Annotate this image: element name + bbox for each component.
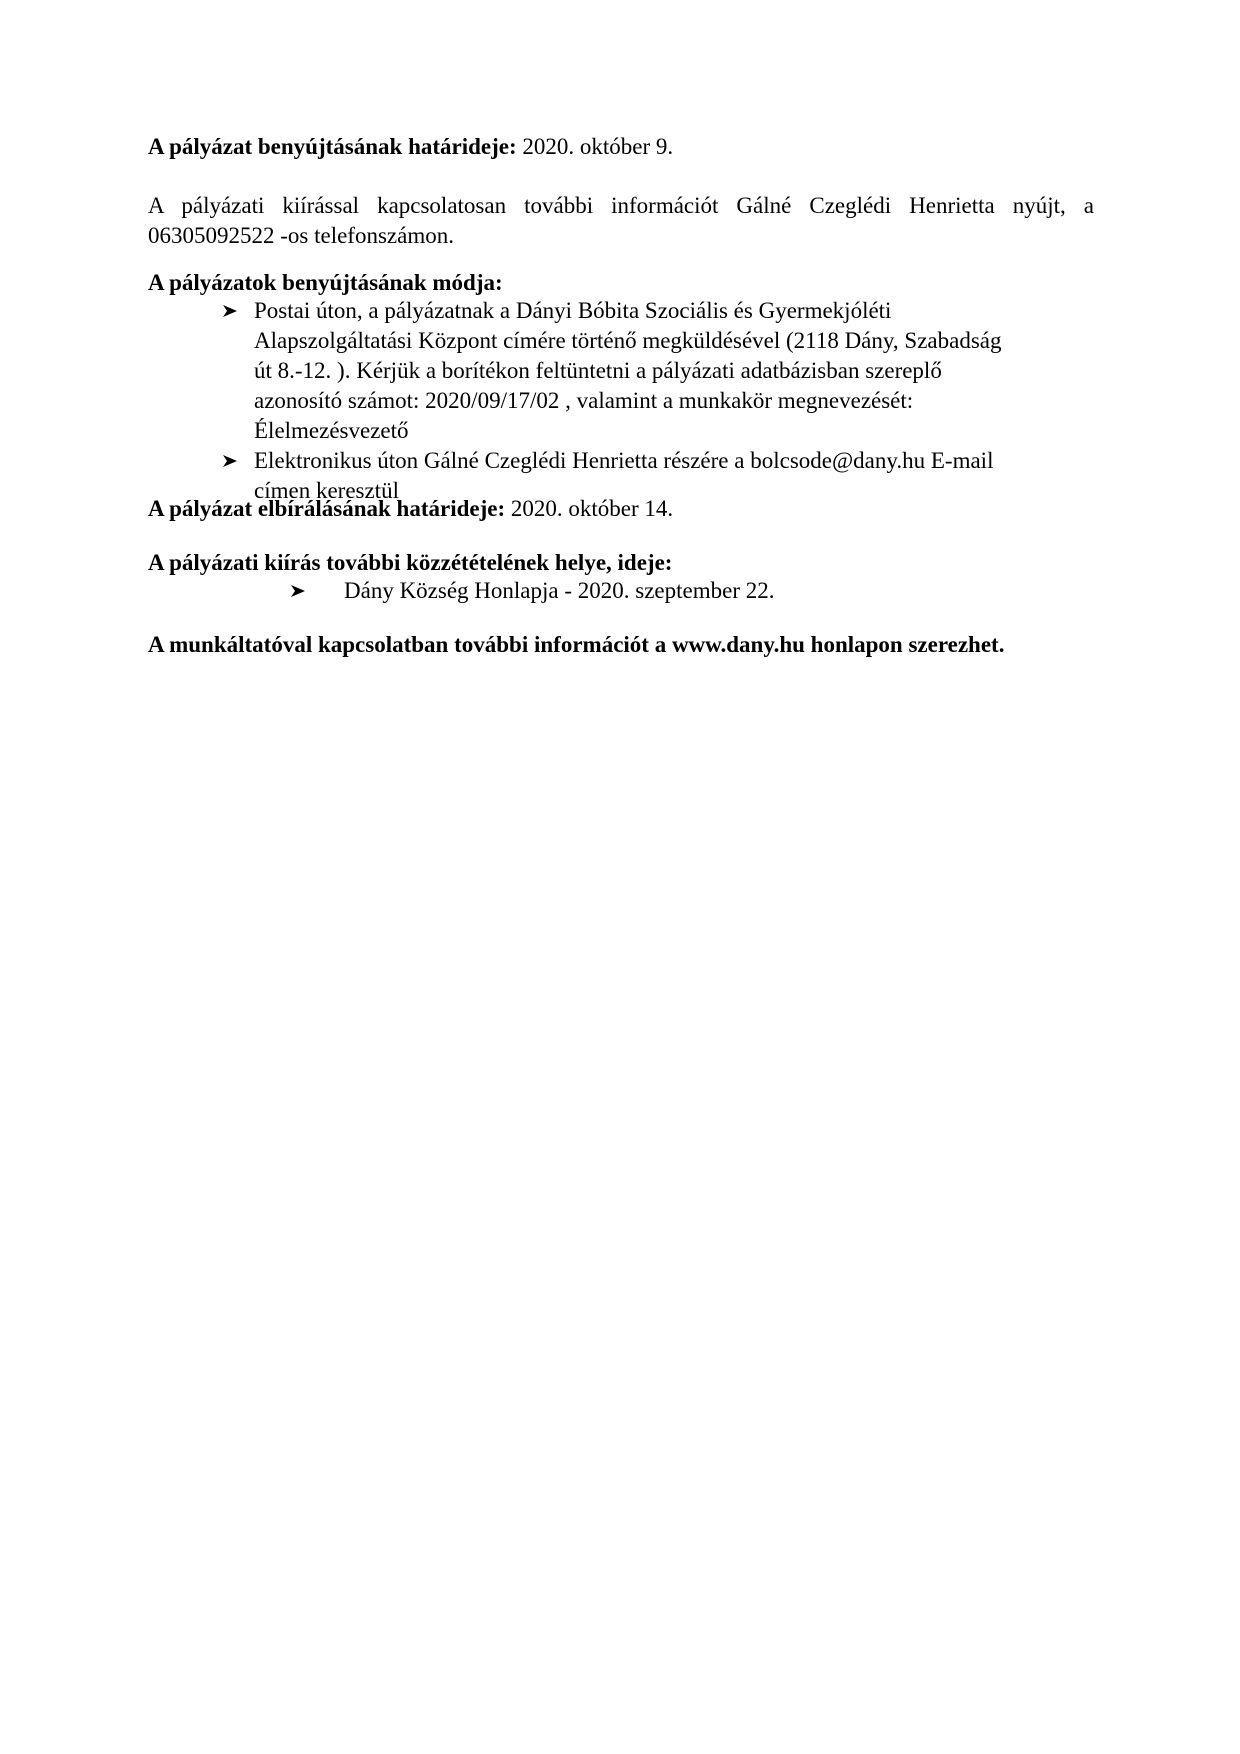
list-item-line: út 8.-12. ). Kérjük a borítékon feltüntetni a pályázati adatbázisban szereplő [254,358,942,383]
submission-deadline-value: 2020. október 9. [516,134,674,159]
submission-method-list [222,296,1102,506]
evaluation-deadline [148,494,1094,524]
list-item-line: címen keresztül [254,478,399,503]
list-item [290,576,990,606]
submission-method-heading [148,268,1094,298]
contact-info-line-1: A pályázati kiírással kapcsolatosan további információt Gálné Czeglédi Henrietta nyújt, a [148,193,1094,218]
arrow-bullet-icon [290,584,306,598]
list-item-line: Elektronikus úton Gálné Czeglédi Henrietta részére a bolcsode@dany.hu E-mail [254,448,994,473]
list-item-line: azonosító számot: 2020/09/17/02 , valamint a munkakör megnevezését: [254,388,914,413]
list-item [222,296,1102,446]
publication-item-text: Dány Község Honlapja - 2020. szeptember 22. [344,578,775,603]
submission-deadline-label: A pályázat benyújtásának határideje: [148,134,517,159]
evaluation-deadline-label: A pályázat elbírálásának határideje: [148,496,506,521]
list-item-line: Alapszolgáltatási Központ címére történő megküldésével (2118 Dány, Szabadság [254,328,1002,353]
evaluation-deadline-value: 2020. október 14. [505,496,674,521]
contact-info-paragraph [148,191,1094,251]
submission-deadline [148,132,1094,162]
list-item-line: Élelmezésvezető [254,418,409,443]
contact-info-line-2: 06305092522 -os telefonszámon. [148,223,454,248]
employer-info [148,630,1094,660]
publication-label: A pályázati kiírás további közzétételének helye, ideje: [148,550,673,575]
publication-list [290,576,990,606]
submission-method-label: A pályázatok benyújtásának módja: [148,270,503,295]
list-item-line: Postai úton, a pályázatnak a Dányi Bóbita Szociális és Gyermekjóléti [254,298,892,323]
arrow-bullet-icon [222,304,238,318]
arrow-bullet-icon [222,454,238,468]
publication-heading [148,548,1094,578]
employer-info-text: A munkáltatóval kapcsolatban további információt a www.dany.hu honlapon szerezhet. [148,632,1005,657]
